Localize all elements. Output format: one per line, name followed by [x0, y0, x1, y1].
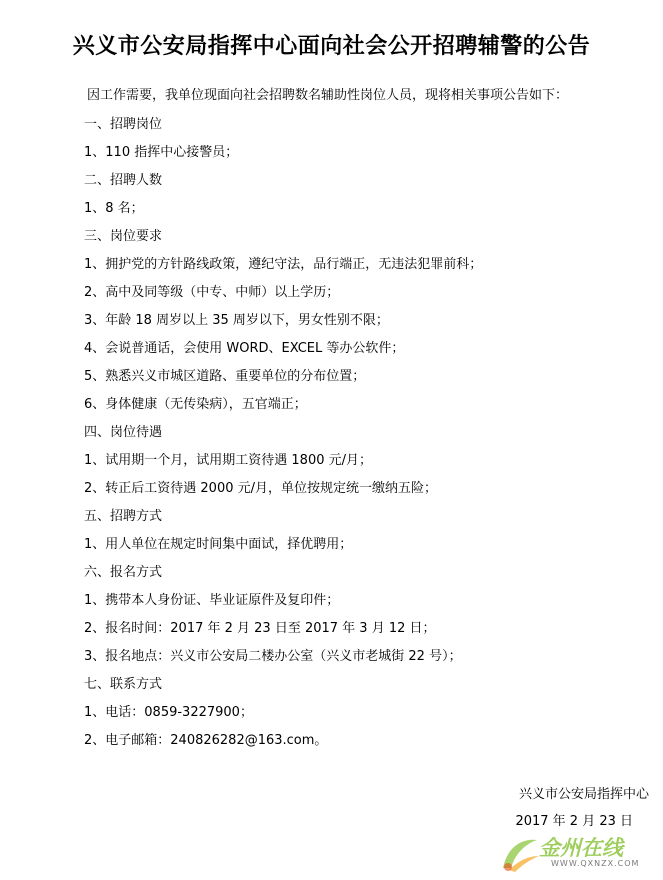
intro-paragraph: 因工作需要，我单位现面向社会招聘数名辅助性岗位人员，现将相关事项公告如下： — [87, 88, 569, 103]
body-line: 二、招聘人数 — [84, 173, 163, 188]
watermark-text: 金州在线 — [539, 836, 623, 860]
body-line: 2、电子邮箱：240826282@163.com。 — [84, 733, 328, 748]
signature: 兴义市公安局指挥中心 — [518, 787, 649, 802]
body-line: 3、年龄 18 周岁以上 35 周岁以下，男女性别不限； — [84, 313, 389, 328]
body-line: 1、试用期一个月，试用期工资待遇 1800 元/月； — [84, 453, 372, 468]
body-line: 1、110 指挥中心接警员； — [84, 145, 239, 160]
body-line: 五、招聘方式 — [84, 509, 163, 524]
body-line: 1、拥护党的方针路线政策，遵纪守法，品行端正，无违法犯罪前科； — [84, 257, 483, 272]
body-line: 三、岗位要求 — [84, 229, 163, 244]
body-line: 四、岗位待遇 — [84, 425, 163, 440]
body-line: 1、携带本人身份证、毕业证原件及复印件； — [84, 593, 340, 608]
body-line: 六、报名方式 — [84, 565, 163, 580]
page-title: 兴义市公安局指挥中心面向社会公开招聘辅警的公告 — [72, 33, 591, 59]
body-line: 2、报名时间：2017 年 2 月 23 日至 2017 年 3 月 12 日； — [84, 621, 436, 636]
body-line: 七、联系方式 — [84, 677, 163, 692]
watermark-logo-icon — [499, 834, 541, 874]
body-line: 3、报名地点：兴义市公安局二楼办公室（兴义市老城街 22 号）； — [84, 649, 462, 664]
body-line: 一、招聘岗位 — [84, 117, 163, 132]
body-line: 1、电话：0859-3227900； — [84, 705, 253, 720]
announcement-body — [84, 114, 482, 758]
body-line: 5、熟悉兴义市城区道路、重要单位的分布位置； — [84, 369, 366, 384]
body-line: 2、高中及同等级（中专、中师）以上学历； — [84, 285, 340, 300]
body-line: 2、转正后工资待遇 2000 元/月，单位按规定统一缴纳五险； — [84, 481, 437, 496]
watermark — [499, 830, 655, 876]
signature-date: 2017 年 2 月 23 日 — [515, 814, 633, 829]
body-line: 6、身体健康（无传染病），五官端正； — [84, 397, 307, 412]
body-line: 4、会说普通话，会使用 WORD、EXCEL 等办公软件； — [84, 341, 405, 356]
body-line: 1、用人单位在规定时间集中面试，择优聘用； — [84, 537, 353, 552]
watermark-url: WWW.QXNZX.COM — [551, 859, 640, 868]
body-line: 1、8 名； — [84, 201, 144, 216]
